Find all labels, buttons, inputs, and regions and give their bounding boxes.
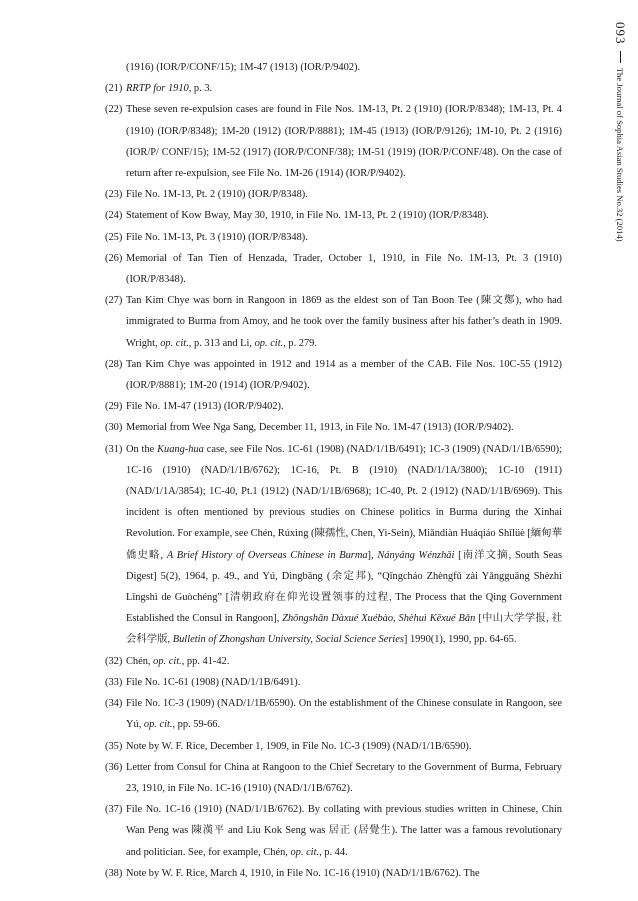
endnote <box>105 354 562 396</box>
endnote-text: , p. 279. <box>283 337 317 349</box>
endnote-text: , p. 313 and Li, <box>188 337 255 349</box>
endnote-text: Tan Kim Chye was appointed in 1912 and 1914 as a member of the CAB. File Nos. 10C-55 (1912) (IOR/P/8881); 1M-20 (1914) (IOR/P/9402). <box>126 358 562 392</box>
endnote-number: (34) <box>105 698 123 710</box>
endnote-text: Note by W. F. Rice, March 4, 1910, in File No. 1C-16 (1910) (NAD/1/1B/6762). The <box>126 867 480 879</box>
endnote-italic-text: op. cit. <box>290 846 320 858</box>
endnote <box>105 863 562 884</box>
endnote <box>105 227 562 248</box>
endnote-text: On the <box>126 443 158 455</box>
endnote <box>105 248 562 290</box>
endnote <box>105 184 562 205</box>
endnote-text: Note by W. F. Rice, December 1, 1909, in File No. 1C-3 (1909) (NAD/1/1B/6590). <box>126 740 472 752</box>
endnote-text: , p. 44. <box>319 846 348 858</box>
endnote-italic-text: A Brief History of Overseas Chinese in Burma <box>166 549 368 561</box>
endnote-number: (22) <box>105 104 123 116</box>
endnote-number: (21) <box>105 83 123 95</box>
endnote-text: , pp. 59-66. <box>172 719 221 731</box>
endnote-text: Statement of Kow Bway, May 30, 1910, in File No. 1M-13, Pt. 2 (1910) (IOR/P/8348). <box>126 210 489 222</box>
endnote-text: ] 1990(1), 1990, pp. 64-65. <box>403 634 517 646</box>
endnote-italic-text: op. cit. <box>153 655 182 667</box>
endnote-italic-text: RRTP for 1910 <box>126 83 189 95</box>
endnote-number: (35) <box>105 740 123 752</box>
endnote-text: File No. 1C-3 (1909) (NAD/1/1B/6590). On the establishment of the Chinese consulate in Rangoon, see Yú, <box>126 698 562 731</box>
endnote <box>105 439 562 651</box>
endnote-text: ], <box>367 549 378 561</box>
endnote <box>105 396 562 417</box>
endnote-text: File No. 1M-13, Pt. 2 (1910) (IOR/P/8348). <box>126 189 308 201</box>
endnote <box>105 57 562 78</box>
running-header <box>610 22 630 312</box>
endnote-number: (24) <box>105 210 123 222</box>
endnote-number: (29) <box>105 401 123 413</box>
endnote-text: File No. 1C-16 (1910) (NAD/1/1B/6762). By collating with previous studies written in Chinese, Chin Wan Peng was 陳漢平 and Liu Kok Seng was 居正 (居覺生). The latter was a famous revolutionary and politician. See, for example, Chén, <box>126 804 562 858</box>
journal-title: The Journal of Sophia Asian Studies No.32 (2014) <box>615 67 625 242</box>
endnote <box>105 757 562 799</box>
endnote-text: [南洋文摘, South Seas Digest] 5(2), 1964, p. 49., and Yú, Dìngbāng (余定邦), “Qīngcháo Zhèngfǔ zài Yǎngguāng Shèzhì Lǐngshì de Guòchéng” [清朝政府在仰光设置领事的过程, The Process that the Qing Government Established the Consul in Rangoon], <box>126 549 563 625</box>
endnote-italic-text: op. cit. <box>254 337 284 349</box>
endnote <box>105 290 562 354</box>
endnote-number: (31) <box>105 443 123 455</box>
endnote <box>105 799 562 863</box>
endnote-italic-text: Nányáng Wénzhāi <box>377 549 455 561</box>
endnote-number: (38) <box>105 867 123 879</box>
endnote <box>105 417 562 438</box>
endnote <box>105 78 562 99</box>
endnote <box>105 205 562 226</box>
endnote-text: Chén, <box>126 655 154 667</box>
endnote-number: (27) <box>105 295 123 307</box>
endnote-text: [中山大学学报, 社会科学版, <box>126 613 562 646</box>
endnote-italic-text: op. cit. <box>160 337 189 349</box>
endnote-italic-text: Bulletin of Zhongshan University, Social Science Series <box>172 634 404 646</box>
endnote-number: (32) <box>105 655 123 667</box>
header-rule <box>620 51 621 63</box>
endnote-text: These seven re-expulsion cases are found in File Nos. 1M-13, Pt. 2 (1910) (IOR/P/8348); 1M-13, Pt. 4 (1910) (IOR/P/8348); 1M-20 (1912) (IOR/P/8881); 1M-45 (1913) (IOR/P/9126); 1M-10, Pt. 2 (1916) (IOR/P/ CONF/15); 1M-52 (1917) (IOR/P/CONF/38); 1M-51 (1919) (IOR/P/CONF/48). On the case of return after re-expulsion, see File No. 1M-26 (1914) (IOR/P/9402). <box>126 104 562 180</box>
endnote-text: File No. 1C-61 (1908) (NAD/1/1B/6491). <box>126 676 301 688</box>
endnote-number: (33) <box>105 676 123 688</box>
endnote-number: (26) <box>105 252 123 264</box>
endnote-number: (36) <box>105 761 123 773</box>
endnote-text: Memorial of Tan Tien of Henzada, Trader, October 1, 1910, in File No. 1M-13, Pt. 3 (1910) (IOR/P/8348). <box>126 252 562 286</box>
endnote-text: Memorial from Wee Nga Sang, December 11, 1913, in File No. 1M-47 (1913) (IOR/P/9402). <box>126 422 514 434</box>
endnote <box>105 672 562 693</box>
endnote <box>105 693 562 735</box>
endnote <box>105 99 562 184</box>
endnote <box>105 736 562 757</box>
endnote-number: (28) <box>105 358 123 370</box>
endnote-italic-text: op. cit. <box>143 719 173 731</box>
endnote-text: , pp. 41-42. <box>181 655 230 667</box>
endnote-number: (37) <box>105 804 123 816</box>
endnote-number: (30) <box>105 422 123 434</box>
endnote-text: File No. 1M-13, Pt. 3 (1910) (IOR/P/8348). <box>126 231 308 243</box>
endnote-text: case, see File Nos. 1C-61 (1908) (NAD/1/1B/6491); 1C-3 (1909) (NAD/1/1B/6590); 1C-16 (1910) (NAD/1/1B/6762); 1C-16, Pt. B (1910) (NAD/1/1A/3800); 1C-10 (1911) (NAD/1/1A/3854); 1C-40, Pt.1 (1912) (NAD/1/1B/6968); 1C-40, Pt. 2 (1912) (NAD/1/1B/6969). This incident is often mentioned by previous studies on Chinese politics in Burma during the Xinhai Revolution. For example, see Chén, Rúxìng (陳孺性, Chen, Yi-Sein), Miǎndiàn Huáqiáo Shǐlüè [緬甸華僑史略, <box>126 443 562 561</box>
endnote-text: , p. 3. <box>188 83 213 95</box>
endnote-italic-text: Kuang-hua <box>157 443 204 455</box>
endnote-text: (1916) (IOR/P/CONF/15); 1M-47 (1913) (IOR/P/9402). <box>126 62 361 73</box>
endnotes-list <box>105 57 562 884</box>
endnote-text: Tan Kim Chye was born in Rangoon in 1869 as the eldest son of Tan Boon Tee (陳文鄭), who had immigrated to Burma from Amoy, and he took over the family business after his father’s death in 1909. Wright, <box>126 295 562 349</box>
endnote-text: File No. 1M-47 (1913) (IOR/P/9402). <box>126 401 284 413</box>
page-number: 093 <box>613 22 628 45</box>
endnote-number: (23) <box>105 189 123 201</box>
endnote-italic-text: Zhōngshān Dàxué Xuébào, Shèhuì Kēxué Bǎn <box>282 613 476 625</box>
endnote <box>105 651 562 672</box>
endnote-text: Letter from Consul for China at Rangoon to the Chief Secretary to the Government of Burma, February 23, 1910, in File No. 1C-16 (1910) (NAD/1/1B/6762). <box>126 761 562 794</box>
endnote-number: (25) <box>105 231 123 243</box>
